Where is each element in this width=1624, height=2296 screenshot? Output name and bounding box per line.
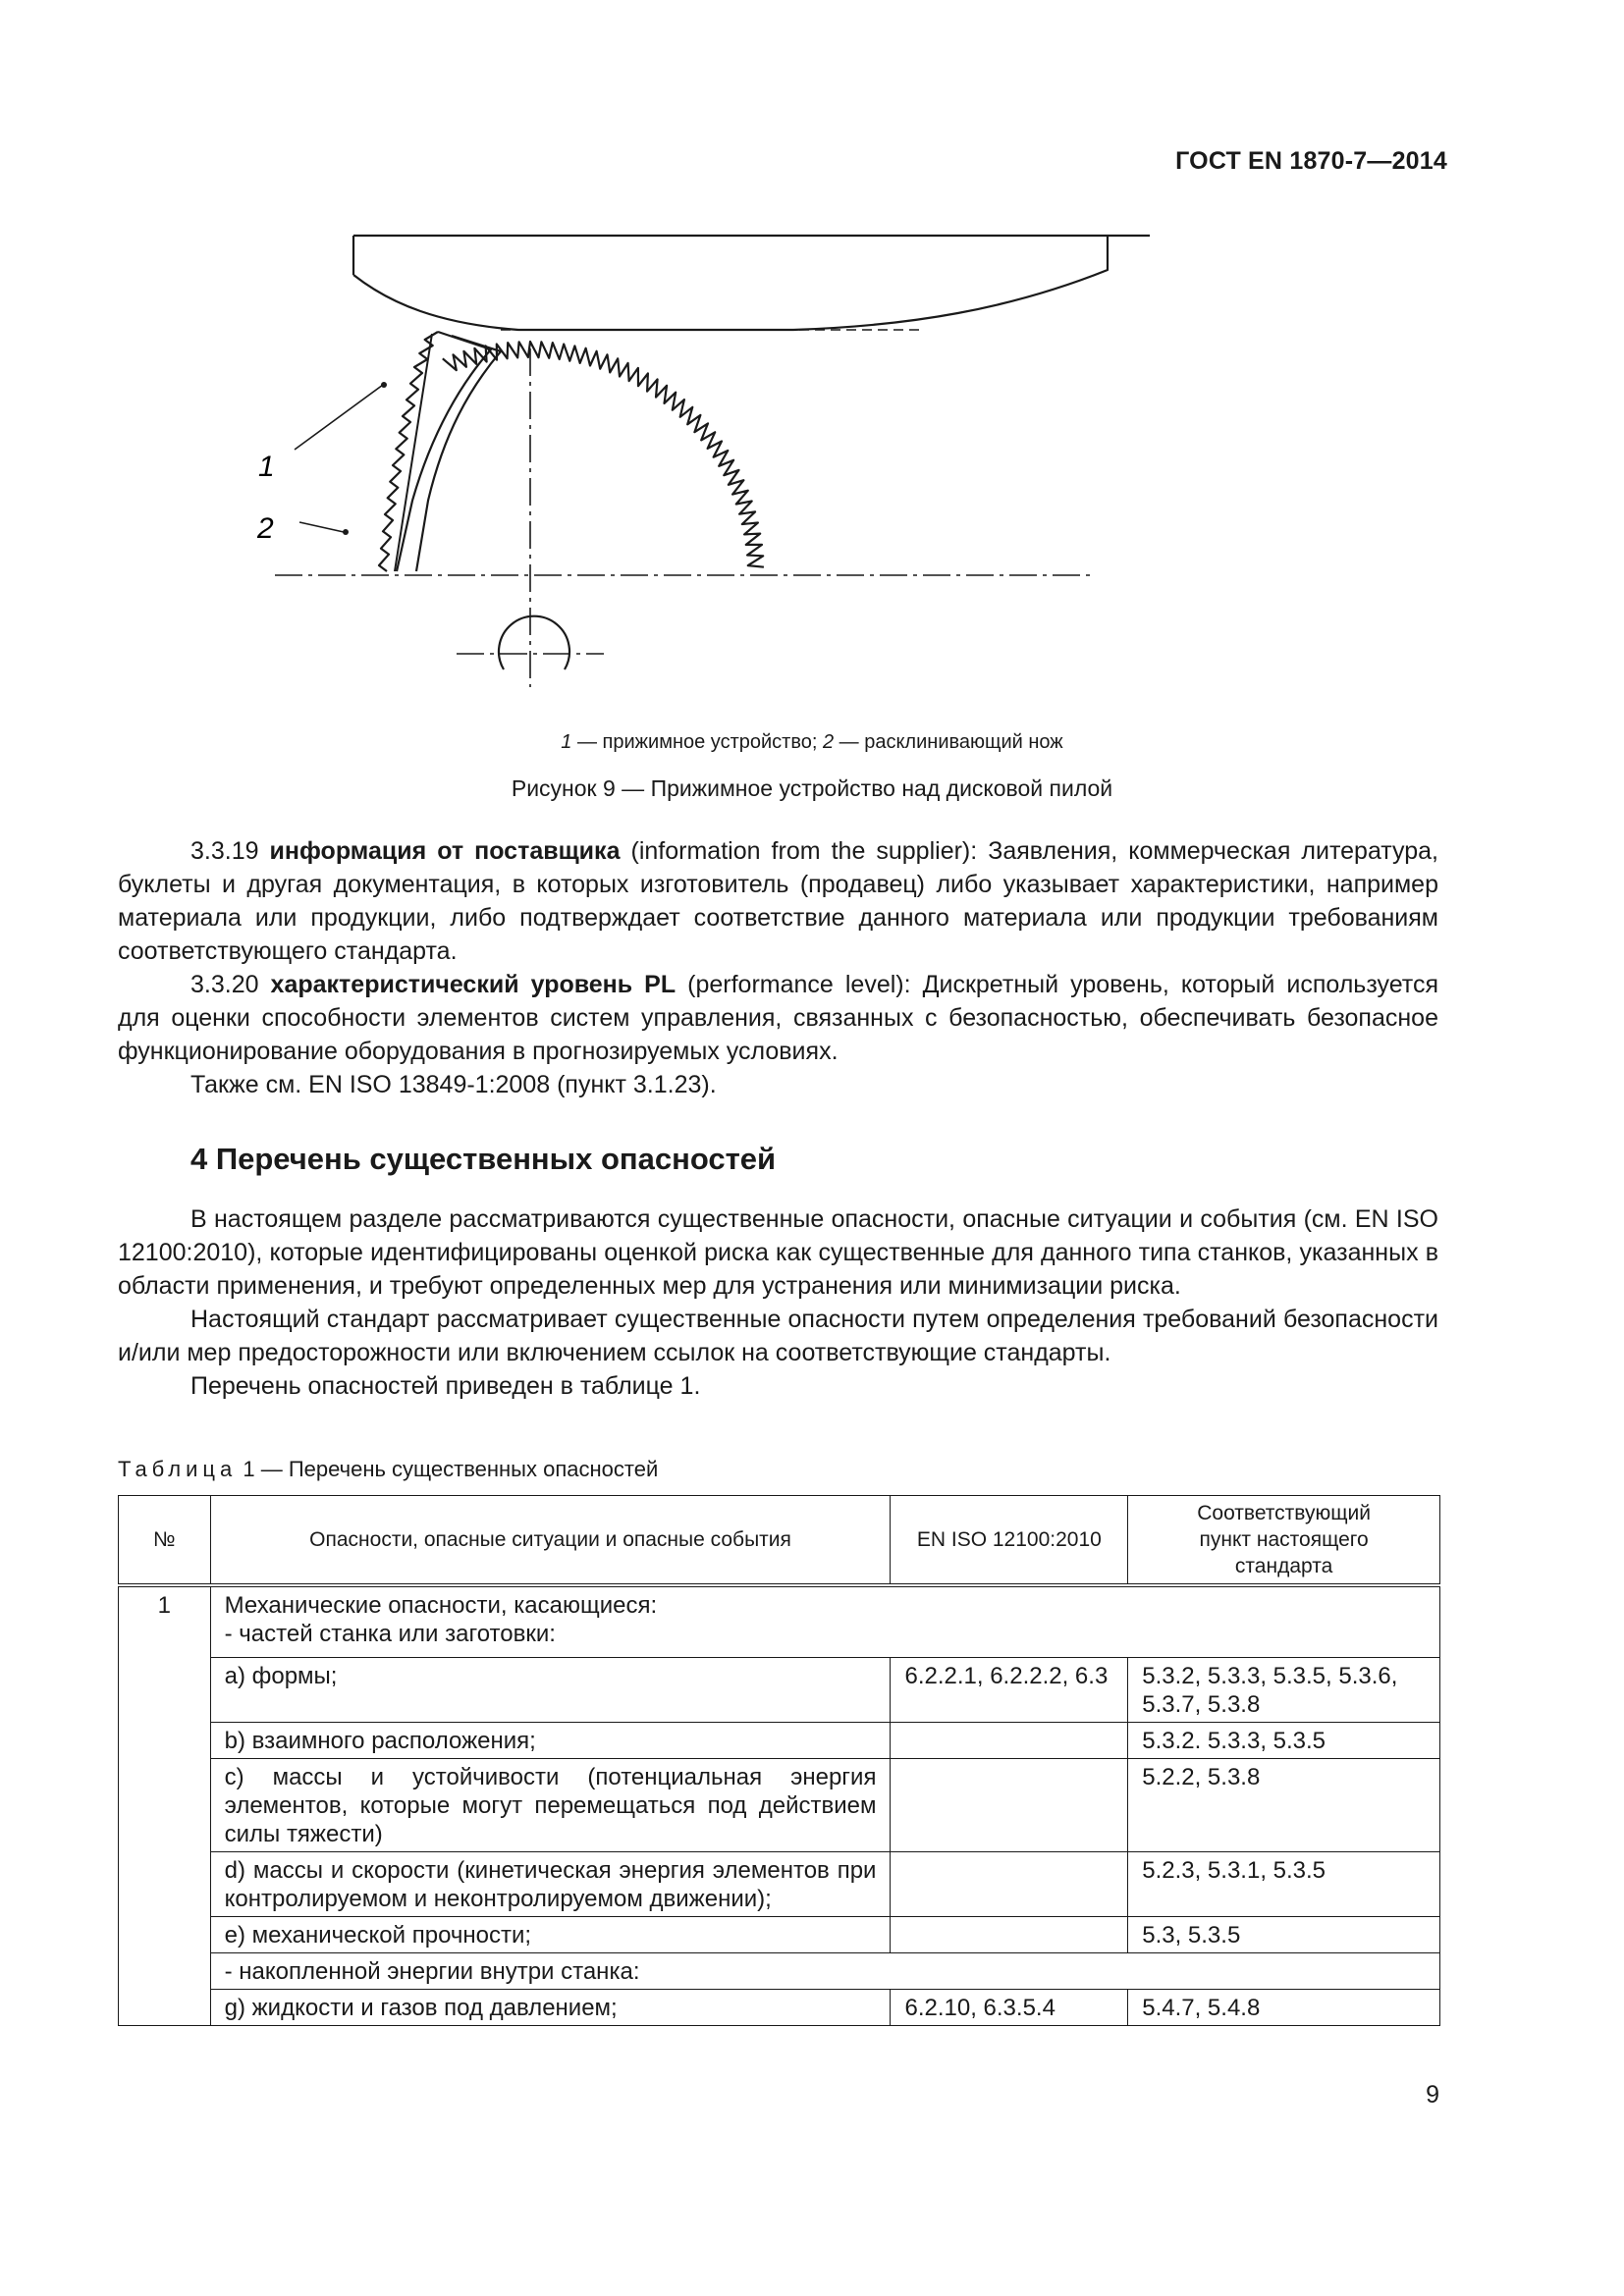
table-header-row [119,1496,1440,1586]
paragraph-see-also: Также см. EN ISO 13849-1:2008 (пункт 3.1.23). [190,1071,717,1098]
header-iso: EN ISO 12100:2010 [891,1496,1128,1586]
definitions-block [118,834,1438,1101]
figure-9-saw-drawing [257,226,1159,697]
document-code: ГОСТ EN 1870-7—2014 [1175,147,1447,175]
paragraph-scope: В настоящем разделе рассматриваются существенные опасности, опасные ситуации и события (см. EN ISO 12100:2010), которые идентифицированы оценкой риска как существенные для данного типа станков, указанных в области применения, и требуют определенных мер для устранения или минимизации риска. [118,1205,1438,1300]
clause-cell: 5.3.2, 5.3.3, 5.3.5, 5.3.6, 5.3.7, 5.3.8 [1128,1658,1440,1723]
group-number: 1 [119,1585,211,2026]
clause-cell: 5.2.2, 5.3.8 [1128,1759,1440,1852]
paragraph-standard: Настоящий стандарт рассматривает существенные опасности путем определения требований безопасности и/или мер предосторожности или включением ссылок на соответствующие стандарты. [118,1306,1438,1366]
section-4-body [118,1202,1438,1403]
hazard-cell: a) формы; [210,1658,891,1723]
paragraph-3-3-19: 3.3.19 информация от поставщика (information from the supplier): Заявления, коммерческая литература, буклеты и другая документация, в которых изготовитель (продавец) либо указывает характеристики, например материала или продукции, либо подтверждает соответствие данного материала или продукции требованиям соответствующего стандарта. [118,837,1439,965]
clause-cell: 5.2.3, 5.3.1, 5.3.5 [1128,1852,1440,1917]
clause-cell: 5.3.2. 5.3.3, 5.3.5 [1128,1723,1440,1759]
hazard-cell: b) взаимного расположения; [210,1723,891,1759]
table-row [119,1917,1440,1953]
saw-hub [499,616,569,669]
page-number: 9 [1426,2081,1439,2109]
callout-2: 2 [257,512,274,545]
table-row [119,1723,1440,1759]
clause-cell: 5.3, 5.3.5 [1128,1917,1440,1953]
group-title: Механические опасности, касающиеся: - частей станка или заготовки: [210,1585,1439,1658]
callout-1: 1 [258,451,275,483]
figure-caption: Рисунок 9 — Прижимное устройство над дисковой пилой [511,775,1113,801]
table-row [119,1759,1440,1852]
table-row [119,1953,1440,1990]
hazard-cell: d) массы и скорости (кинетическая энергия элементов при контролируемом и неконтролируемом движении); [210,1852,891,1917]
hazards-table [118,1495,1440,2026]
saw-blade [443,342,764,567]
clause-cell: 5.4.7, 5.4.8 [1128,1990,1440,2026]
iso-cell [891,1759,1128,1852]
hazard-cell: e) механической прочности; [210,1917,891,1953]
table-row [119,1658,1440,1723]
hold-down-device [353,236,1150,330]
paragraph-3-3-20: 3.3.20 характеристический уровень PL (performance level): Дискретный уровень, который используется для оценки способности элементов систем управления, связанных с безопасностью, обеспечивать безопасное функционирование оборудования в прогнозируемых условиях. [118,971,1439,1065]
section-4-title: 4 Перечень существенных опасностей [190,1142,777,1176]
header-hazard: Опасности, опасные ситуации и опасные события [210,1496,891,1586]
header-clause: Соответствующий пункт настоящего стандарта [1128,1496,1440,1586]
hazard-cell: c) массы и устойчивости (потенциальная энергия элементов, которые могут перемещаться под действием силы тяжести) [210,1759,891,1852]
iso-cell [891,1852,1128,1917]
iso-cell: 6.2.10, 6.3.5.4 [891,1990,1128,2026]
paragraph-table-ref: Перечень опасностей приведен в таблице 1. [190,1372,701,1400]
iso-cell [891,1723,1128,1759]
table-row [119,1990,1440,2026]
hazard-cell: g) жидкости и газов под давлением; [210,1990,891,2026]
iso-cell: 6.2.2.1, 6.2.2.2, 6.3 [891,1658,1128,1723]
table-row [119,1852,1440,1917]
subgroup-title: - накопленной энергии внутри станка: [210,1953,1439,1990]
table-1-title: Таблица 1 — Перечень существенных опасностей [118,1457,659,1481]
header-num: № [119,1496,211,1586]
iso-cell [891,1917,1128,1953]
figure-legend: 1 — прижимное устройство; 2 — расклинивающий нож [561,731,1063,753]
table-row [119,1585,1440,1658]
